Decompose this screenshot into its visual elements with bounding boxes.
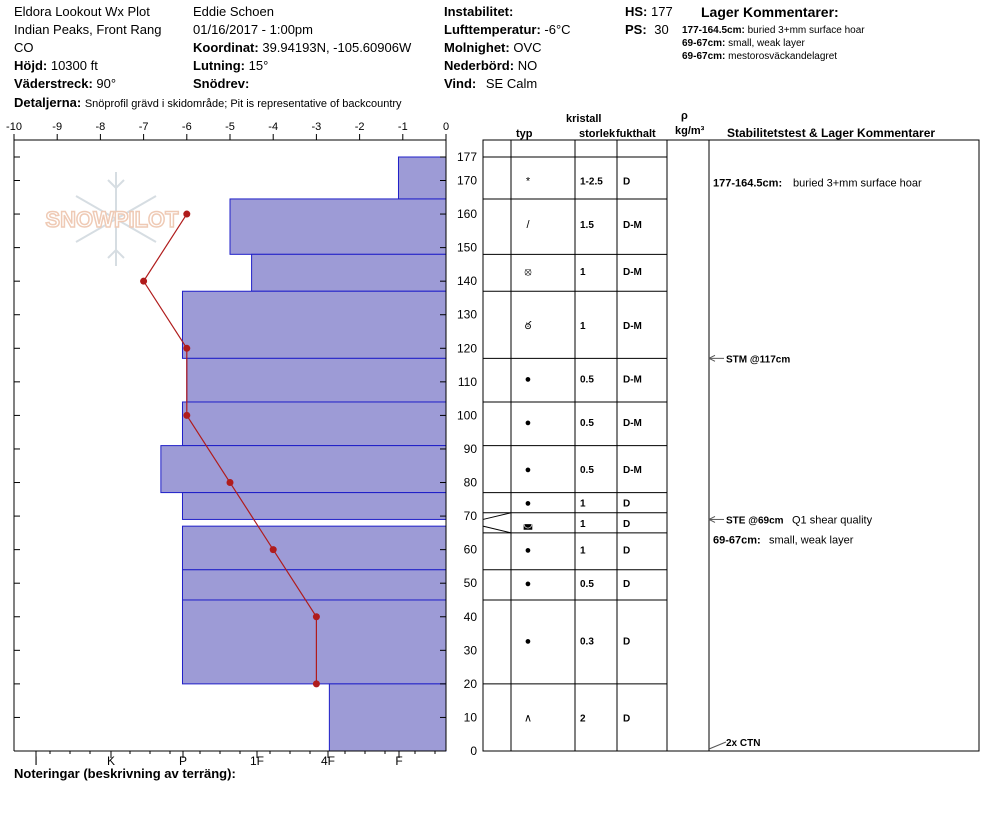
hardness-bar-3 [182,291,446,358]
temperature-point [313,680,320,687]
moisture: D-M [623,465,642,477]
height-tick-label: 50 [463,576,477,591]
moisture: D-M [623,220,642,232]
height-tick-label: 100 [456,408,477,423]
temperature-point [183,345,190,352]
precip-value: NO [517,58,538,73]
observer: Eddie Schoen [193,4,274,19]
moisture: D [623,498,631,510]
layer-comments-title: Lager Kommentarer: [701,4,839,20]
layer-comment-1-text: buried 3+mm surface hoar [747,25,865,36]
crystal-type-symbol: ● [524,578,532,591]
moisture: D [623,545,631,557]
header-size: storlek [579,128,615,140]
layer-comment-3-text: mestorosväckandelagret [728,51,838,62]
crystal-size: 0.5 [580,465,594,477]
header-rho: ρ [681,110,688,122]
airtemp-label: Lufttemperatur: [444,22,541,37]
moisture: D [623,579,631,591]
hardness-bar-4 [187,358,446,402]
height-tick-label: 90 [463,441,477,456]
crystal-size: 0.5 [580,374,594,386]
aspect-value: 90° [96,76,117,91]
height-tick-label: 80 [463,475,477,490]
details-value: Snöprofil grävd i skidområde; Pit is representative of backcountry [84,98,402,110]
height-tick-label: 60 [463,542,477,557]
height-tick-label: 177 [456,150,477,164]
hardness-tick-label: F [395,754,403,768]
header-density-unit: kg/m³ [675,125,705,137]
datetime: 01/16/2017 - 1:00pm [193,22,313,37]
temp-tick-label: -2 [354,121,365,133]
wind-value: SE Calm [485,76,538,91]
temp-tick-label: -1 [397,121,408,133]
layer-table [483,140,979,751]
height-tick-label: 150 [456,240,477,255]
moisture: D [623,176,631,188]
crystal-size: 1 [580,498,586,510]
header-stability: Stabilitetstest & Lager Kommentarer [727,126,936,140]
stability-comment-label: 69-67cm: [713,534,761,547]
hardness-bar-8 [182,526,446,570]
hardness-bar-0 [398,157,446,199]
temp-tick-label: 0 [442,121,450,133]
stability-arrow [709,742,726,749]
crystal-size: 0.5 [580,579,594,591]
hardness-bar-2 [252,254,446,291]
temperature-point [140,278,147,285]
crystal-type-symbol: ● [524,497,532,510]
height-tick-label: 20 [463,676,477,691]
layer-comment-2-text: small, weak layer [728,38,805,49]
height-tick-label: 170 [456,173,477,188]
height-tick-label: 140 [456,274,477,289]
crystal-type-symbol: ◛ [522,517,534,530]
moisture: D-M [623,374,642,386]
height-tick-label: 110 [457,374,477,389]
moisture: D-M [623,267,642,279]
crystal-type-symbol: ∧ [523,712,533,725]
hardness-bar-6 [161,446,446,493]
stability-test-label: STM @117cm [726,354,791,366]
hardness-tick-label: K [106,754,116,768]
crystal-size: 1 [580,545,586,557]
crystal-type-symbol: ● [524,635,532,648]
coord-value: 39.94193N, -105.60906W [262,40,412,55]
slope-label: Lutning: [193,58,245,73]
precip-label: Nederbörd: [444,58,515,73]
wind-label: Vind: [444,76,477,91]
moisture: D [623,518,631,530]
temp-tick-label: -3 [311,121,322,133]
hardness-tick-label: P [178,754,188,768]
state: CO [14,40,34,55]
crystal-size: 0.3 [580,636,594,648]
site-name: Eldora Lookout Wx Plot [14,4,150,19]
hardness-bar-9 [182,570,446,600]
layer-comment-3-label: 69-67cm: [682,51,726,62]
hardness-tick-label: 4F [320,754,336,768]
height-tick-label: 0 [470,744,477,758]
crystal-type-symbol: ● [524,373,532,386]
moisture: D [623,636,631,648]
crystal-size: 1.5 [580,220,594,232]
temp-tick-label: -6 [181,121,192,133]
crystal-type-symbol: ● [524,544,532,557]
crystal-type-symbol: * [525,175,531,188]
stability-test-text: Q1 shear quality [792,514,873,527]
temperature-point [227,479,234,486]
comment-top-label: 177-164.5cm: [713,177,783,190]
comment-top-text: buried 3+mm surface hoar [793,177,922,190]
header-type: typ [516,128,533,140]
temperature-point [313,613,320,620]
watermark-text: SNOWPILOT [45,207,179,232]
crystal-type-symbol: ● [524,464,532,477]
hs-label: HS: [625,4,648,19]
moisture: D-M [623,418,642,430]
stability-notes [709,177,922,749]
height-tick-label: 30 [463,643,477,658]
temperature-point [183,412,190,419]
crystal-size: 1 [580,320,586,332]
crystal-size: 2 [580,713,586,725]
slope-value: 15° [248,58,269,73]
stability-test-label: STE @69cm [726,515,784,527]
moisture: D-M [623,320,642,332]
hs-value: 177 [651,4,673,19]
aspect-label: Väderstreck: [14,76,93,91]
connector-line [483,513,511,520]
details-label: Detaljerna: [14,95,82,110]
ps-value: 30 [654,22,669,37]
hardness-tick-label: 1F [249,754,265,768]
ps-label: PS: [625,22,647,37]
crystal-type-symbol: ఠ [524,319,532,332]
region: Indian Peaks, Front Rang [14,22,162,37]
crystal-size: 0.5 [580,418,594,430]
stability-comment-text: small, weak layer [769,534,854,547]
elevation-label: Höjd: [14,58,48,73]
temp-tick-label: -7 [138,121,149,133]
crystal-type-symbol: / [526,219,530,232]
header-crystal: kristall [566,113,602,125]
hardness-tick-label: I [34,754,38,768]
crystal-size: 1 [580,518,586,530]
height-tick-label: 10 [463,710,477,725]
height-tick-label: 70 [463,509,477,524]
drift-label: Snödrev: [193,76,250,91]
crystal-size: 1 [580,267,586,279]
layer-comment-1-label: 177-164.5cm: [682,25,745,36]
moisture: D [623,713,631,725]
temp-tick-label: -9 [52,121,63,133]
temp-tick-label: -8 [95,121,106,133]
temperature-point [183,211,190,218]
coord-label: Koordinat: [193,40,259,55]
crystal-type-symbol: ⦻ [524,266,532,279]
hardness-layers [161,157,446,751]
hardness-bar-5 [182,402,446,446]
hardness-bar-11 [329,684,446,751]
airtemp-value: -6°C [544,22,571,37]
notes-label: Noteringar (beskrivning av terräng): [14,766,236,781]
hardness-bar-7 [182,493,446,520]
elevation-value: 10300 ft [50,58,98,73]
height-tick-label: 120 [456,341,477,356]
stability-test-label: 2x CTN [726,738,761,749]
hardness-bar-1 [230,199,446,254]
header-moisture: fukthalt [616,128,656,140]
crystal-type-symbol: ● [524,417,532,430]
temperature-point [270,546,277,553]
snowpilot-watermark [45,172,179,266]
instab-label: Instabilitet: [444,4,514,19]
height-tick-label: 160 [456,207,477,222]
crystal-size: 1-2.5 [580,176,603,188]
temp-tick-label: -4 [268,121,279,133]
sky-value: OVC [513,40,542,55]
temperature-axis [6,121,449,140]
temp-tick-label: -10 [6,121,22,133]
connector-line [483,526,511,533]
sky-label: Molnighet: [444,40,510,55]
height-tick-label: 130 [456,307,477,322]
hardness-axis [34,751,435,768]
height-tick-label: 40 [463,609,477,624]
layer-comment-2-label: 69-67cm: [682,38,726,49]
temp-tick-label: -5 [225,121,235,133]
